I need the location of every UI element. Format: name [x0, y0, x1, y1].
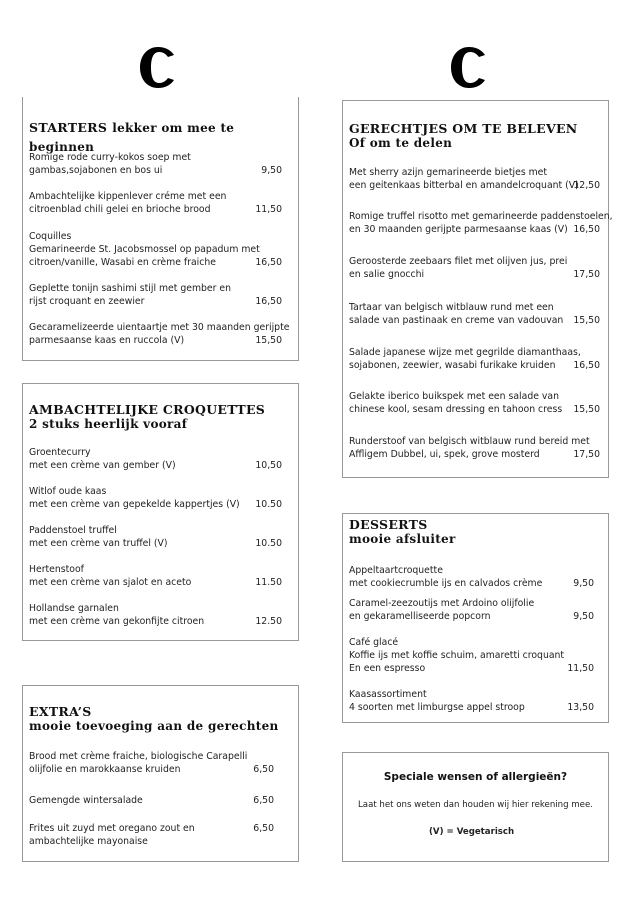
item-price: 12.50 — [255, 616, 282, 627]
section-title: AMBACHTELIJKE CROQUETTES — [29, 402, 266, 417]
starters-section — [22, 97, 299, 361]
c-logo-icon — [138, 45, 178, 90]
item-line: Geroosterde zeebaars filet met olijven jus, prei — [349, 256, 568, 267]
item-line: olijfolie en marokkaanse kruiden — [29, 764, 181, 775]
item-price: 6,50 — [253, 823, 274, 834]
section-subtitle: 2 stuks heerlijk vooraf — [29, 417, 188, 431]
extras-section — [22, 685, 299, 862]
item-line: Coquilles — [29, 231, 72, 242]
menu-item — [29, 524, 292, 550]
item-line: en 30 maanden gerijpte parmesaanse kaas (V) — [349, 224, 568, 235]
gerechtjes-heading — [349, 121, 578, 151]
item-line: Frites uit zuyd met oregano zout en — [29, 823, 195, 834]
item-price: 10.50 — [255, 538, 282, 549]
item-line: met een crème van gekonfijte citroen — [29, 616, 205, 627]
item-price: 17,50 — [573, 269, 600, 280]
item-line: Geplette tonijn sashimi stijl met gember en — [29, 283, 232, 294]
gerechtjes-section — [342, 100, 613, 478]
menu-item — [349, 597, 602, 623]
item-line: Groentecurry — [29, 447, 91, 458]
item-line: Salade japanese wijze met gegrilde diamanthaas, — [349, 347, 581, 358]
item-line: citroenblad chili gelei en brioche brood — [29, 204, 211, 215]
item-price: 9,50 — [573, 611, 594, 622]
menu-item — [349, 636, 602, 675]
vegetarian-legend: (V) = Vegetarisch — [429, 827, 515, 837]
restaurant-logo-left — [138, 45, 178, 90]
item-line: met een crème van sjalot en aceto — [29, 577, 192, 588]
menu-item — [29, 602, 292, 628]
allergies-section — [342, 752, 609, 862]
item-price: 16,50 — [573, 224, 600, 235]
item-line: en salie gnocchi — [349, 269, 425, 280]
item-line: 4 soorten met limburgse appel stroop — [349, 702, 525, 713]
item-line: Koffie ijs met koffie schuim, amaretti croquant — [349, 650, 565, 661]
croquettes-heading — [29, 402, 265, 432]
item-line: Tartaar van belgisch witblauw rund met een — [349, 302, 554, 313]
menu-item — [349, 255, 602, 281]
menu-item — [349, 390, 602, 416]
item-price: 9,50 — [573, 578, 594, 589]
item-line: Hertenstoof — [29, 564, 84, 575]
item-line: Witlof oude kaas — [29, 486, 107, 497]
item-line: citroen/vanille, Wasabi en crème fraiche — [29, 257, 216, 268]
menu-item — [29, 485, 292, 511]
menu-item — [29, 822, 292, 848]
item-line: En een espresso — [349, 663, 426, 674]
menu-item — [29, 446, 292, 472]
item-price: 6,50 — [253, 795, 274, 806]
item-price: 13,50 — [567, 702, 594, 713]
menu-item — [29, 190, 292, 216]
c-logo-icon — [449, 45, 489, 90]
menu-item — [29, 321, 292, 347]
item-line: met een crème van gepekelde kappertjes (V) — [29, 499, 240, 510]
menu-item — [29, 750, 292, 776]
item-line: Gemengde wintersalade — [29, 795, 143, 806]
item-line: Ambachtelijke kippenlever créme met een — [29, 191, 227, 202]
item-line: chinese kool, sesam dressing en tahoon cress — [349, 404, 563, 415]
allergies-heading: Speciale wensen of allergieën? — [383, 771, 568, 783]
item-line: met een crème van truffel (V) — [29, 538, 168, 549]
item-line: Romige truffel risotto met gemarineerde paddenstoelen, — [349, 211, 613, 222]
menu-item — [29, 794, 292, 807]
starters-heading — [29, 117, 298, 155]
item-price: 16,50 — [573, 360, 600, 371]
item-price: 16,50 — [255, 296, 282, 307]
item-line: salade van pastinaak en creme van vadouvan — [349, 315, 564, 326]
section-title: STARTERS — [29, 120, 108, 135]
section-title: GERECHTJES OM TE BELEVEN — [349, 121, 578, 136]
allergies-text: Laat het ons weten dan houden wij hier rekening mee. — [358, 800, 593, 810]
item-line: met een crème van gember (V) — [29, 460, 176, 471]
item-line: sojabonen, zeewier, wasabi furikake kruiden — [349, 360, 556, 371]
croquettes-section — [22, 383, 299, 641]
item-line: Caramel-zeezoutijs met Ardoino olijfolie — [349, 598, 535, 609]
menu-item — [349, 564, 602, 590]
item-line: Brood met crème fraiche, biologische Carapelli — [29, 751, 248, 762]
item-line: gambas,sojabonen en bos ui — [29, 165, 163, 176]
item-line: Gecaramelizeerde uientaartje met 30 maanden gerijpte — [29, 322, 290, 333]
menu-item — [29, 563, 292, 589]
item-line: Appeltaartcroquette — [349, 565, 443, 576]
item-line: Romige rode curry-kokos soep met — [29, 152, 191, 163]
menu-item — [349, 210, 613, 236]
section-subtitle: lekker om mee te beginnen — [29, 121, 235, 154]
item-line: en gekaramelliseerde popcorn — [349, 611, 491, 622]
item-line: Gemarineerde St. Jacobsmossel op papadum met — [29, 244, 260, 255]
item-price: 9,50 — [261, 165, 282, 176]
section-subtitle: mooie toevoeging aan de gerechten — [29, 719, 279, 733]
item-price: 11,50 — [567, 663, 594, 674]
item-line: Met sherry azijn gemarineerde bietjes met — [349, 167, 548, 178]
item-line: parmesaanse kaas en ruccola (V) — [29, 335, 185, 346]
item-line: rijst croquant en zeewier — [29, 296, 145, 307]
menu-item — [29, 151, 292, 177]
item-line: Gelakte iberico buikspek met een salade van — [349, 391, 559, 402]
menu-item — [29, 282, 292, 308]
item-price: 15,50 — [255, 335, 282, 346]
extras-heading — [29, 704, 279, 734]
menu-item — [349, 346, 602, 372]
item-price: 15,50 — [573, 404, 600, 415]
section-title: DESSERTS — [349, 517, 428, 532]
section-title: EXTRA’S — [29, 704, 92, 719]
section-subtitle: mooie afsluiter — [349, 532, 456, 546]
desserts-section — [342, 513, 609, 723]
restaurant-logo-right — [449, 45, 489, 90]
item-line: Paddenstoel truffel — [29, 525, 117, 536]
item-price: 17,50 — [573, 449, 600, 460]
menu-item — [349, 435, 602, 461]
menu-item — [349, 301, 602, 327]
item-line: Kaasassortiment — [349, 689, 427, 700]
item-price: 15,50 — [573, 315, 600, 326]
item-price: 12,50 — [573, 180, 600, 191]
item-price: 10.50 — [255, 499, 282, 510]
item-line: een geitenkaas bitterbal en amandelcroquant (V) — [349, 180, 579, 191]
item-price: 11.50 — [255, 577, 282, 588]
menu-item — [349, 166, 602, 192]
item-price: 11,50 — [255, 204, 282, 215]
item-line: Hollandse garnalen — [29, 603, 119, 614]
item-price: 10,50 — [255, 460, 282, 471]
item-price: 6,50 — [253, 764, 274, 775]
item-price: 16,50 — [255, 257, 282, 268]
menu-item — [29, 230, 292, 269]
menu-item — [349, 688, 602, 714]
item-line: met cookiecrumble ijs en calvados crème — [349, 578, 543, 589]
desserts-heading — [349, 517, 456, 547]
item-line: Runderstoof van belgisch witblauw rund bereid met — [349, 436, 590, 447]
item-line: Affligem Dubbel, ui, spek, grove mosterd — [349, 449, 540, 460]
section-subtitle: Of om te delen — [349, 136, 453, 150]
item-line: ambachtelijke mayonaise — [29, 836, 148, 847]
item-line: Café glacé — [349, 637, 399, 648]
